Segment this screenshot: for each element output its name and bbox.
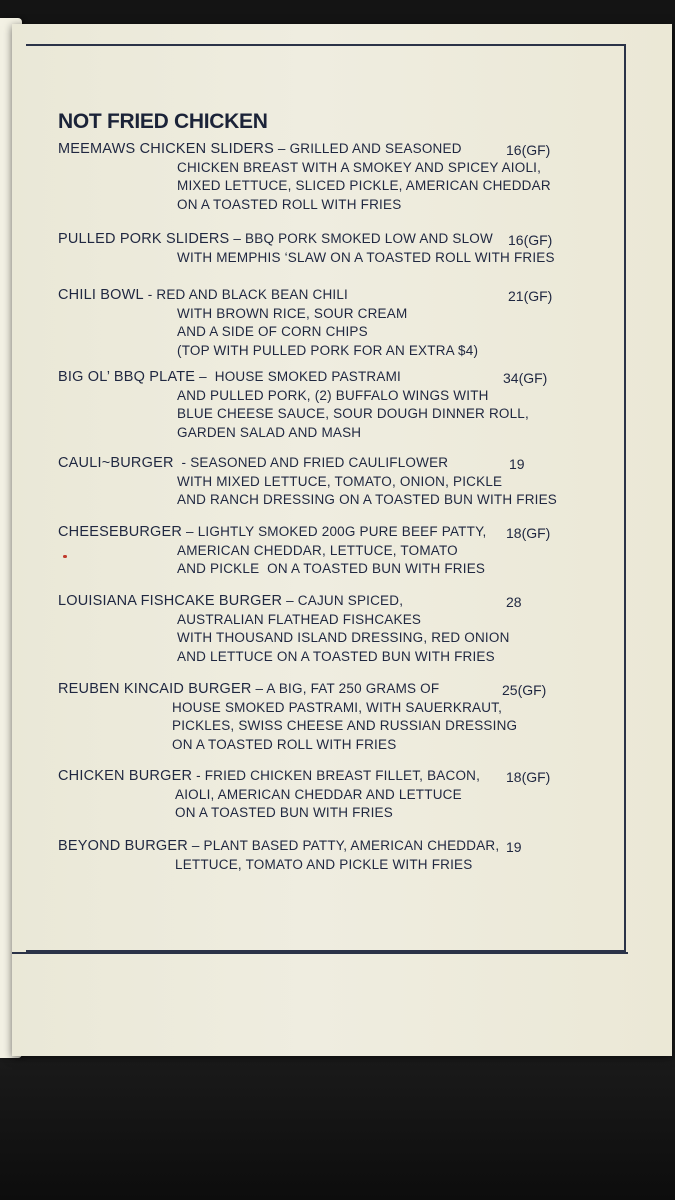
menu-item-name: PULLED PORK SLIDERS xyxy=(58,231,230,247)
menu-item-description-line: HOUSE SMOKED PASTRAMI, WITH SAUERKRAUT, xyxy=(172,699,503,715)
menu-item-description: PLANT BASED PATTY, AMERICAN CHEDDAR, xyxy=(203,838,500,853)
menu-item-separator: - xyxy=(143,287,157,302)
menu-item-separator: – xyxy=(187,838,204,853)
menu-item-description-line: AND RANCH DRESSING ON A TOASTED BUN WITH FRIES xyxy=(177,492,558,507)
menu-item-price: 19 xyxy=(509,456,525,472)
menu-border-bottom xyxy=(12,952,628,954)
menu-item-price: 19 xyxy=(506,839,522,855)
menu-item-description: LIGHTLY SMOKED 200G PURE BEEF PATTY, xyxy=(197,524,487,539)
menu-item-first-line xyxy=(58,837,499,855)
menu-item-description-line: ON A TOASTED ROLL WITH FRIES xyxy=(172,736,397,752)
menu-item-name: BIG OL’ BBQ PLATE xyxy=(58,369,196,385)
menu-item-description: FRIED CHICKEN BREAST FILLET, BACON, xyxy=(204,768,481,783)
menu-item-price: 18(GF) xyxy=(506,525,551,541)
menu-item-name: CHICKEN BURGER xyxy=(58,768,193,784)
menu-item-description-line: CHICKEN BREAST WITH A SMOKEY AND SPICEY AIOLI, xyxy=(177,159,542,175)
menu-item-description-line: AND PICKLE ON A TOASTED BUN WITH FRIES xyxy=(177,561,486,576)
menu-item-first-line xyxy=(58,592,403,610)
menu-item-separator: – xyxy=(251,681,267,696)
menu-item-first-line xyxy=(58,680,439,698)
menu-item-separator: – xyxy=(273,141,290,156)
menu-item-description-line: ON A TOASTED BUN WITH FRIES xyxy=(175,805,393,820)
menu-item-first-line xyxy=(58,368,401,386)
menu-item-price: 16(GF) xyxy=(508,232,553,248)
menu-item-price: 16(GF) xyxy=(506,142,551,158)
menu-item-separator: - xyxy=(173,455,191,470)
menu-item-description-line: AND PULLED PORK, (2) BUFFALO WINGS WITH xyxy=(177,387,489,403)
menu-item-name: CHILI BOWL xyxy=(58,287,144,303)
table-surface xyxy=(0,1040,675,1200)
menu-item-price: 21(GF) xyxy=(508,288,553,304)
menu-item-description-line: WITH MEMPHIS ‘SLAW ON A TOASTED ROLL WITH FRIES xyxy=(177,249,555,265)
menu-item-name: REUBEN KINCAID BURGER xyxy=(58,681,252,697)
menu-item-price: 25(GF) xyxy=(502,682,547,698)
menu-item-first-line xyxy=(58,230,493,248)
menu-item-description: GRILLED AND SEASONED xyxy=(289,141,462,156)
menu-item-description-line: AND LETTUCE ON A TOASTED BUN WITH FRIES xyxy=(177,648,495,664)
menu-item-price: 34(GF) xyxy=(503,370,548,386)
menu-page xyxy=(12,24,672,1056)
menu-item-name: CAULI~BURGER xyxy=(58,455,174,471)
menu-item-description-line: WITH THOUSAND ISLAND DRESSING, RED ONION xyxy=(177,630,510,645)
menu-item-description-line: LETTUCE, TOMATO AND PICKLE WITH FRIES xyxy=(175,856,473,872)
menu-item-first-line xyxy=(58,140,462,158)
menu-item-description-line: AUSTRALIAN FLATHEAD FISHCAKES xyxy=(177,611,422,627)
menu-item-description-line: AMERICAN CHEDDAR, LETTUCE, TOMATO xyxy=(177,542,458,558)
menu-item-separator: – xyxy=(195,369,211,384)
menu-item-separator: - xyxy=(192,768,205,783)
menu-item-price: 18(GF) xyxy=(506,769,551,785)
menu-item-description: BBQ PORK SMOKED LOW AND SLOW xyxy=(245,231,493,246)
menu-item-first-line xyxy=(58,767,480,785)
menu-item-separator: – xyxy=(229,231,246,246)
menu-item-description-line: WITH MIXED LETTUCE, TOMATO, ONION, PICKLE xyxy=(177,473,503,489)
menu-item-description: SEASONED AND FRIED CAULIFLOWER xyxy=(190,455,449,470)
menu-item-description-line: GARDEN SALAD AND MASH xyxy=(177,424,362,440)
menu-item-description-line: ON A TOASTED ROLL WITH FRIES xyxy=(177,196,402,212)
menu-item-price: 28 xyxy=(506,594,522,610)
menu-item-description-line: (TOP WITH PULLED PORK FOR AN EXTRA $4) xyxy=(177,342,479,358)
menu-item-separator: – xyxy=(282,593,298,608)
menu-item-description-line: MIXED LETTUCE, SLICED PICKLE, AMERICAN CHEDDAR xyxy=(177,178,551,193)
menu-item-name: BEYOND BURGER xyxy=(58,838,188,854)
menu-item-name: LOUISIANA FISHCAKE BURGER xyxy=(58,593,283,609)
menu-item-first-line xyxy=(58,454,448,472)
menu-item-description: HOUSE SMOKED PASTRAMI xyxy=(210,369,401,384)
menu-item-description-line: AIOLI, AMERICAN CHEDDAR AND LETTUCE xyxy=(175,786,462,802)
menu-item-description: RED AND BLACK BEAN CHILI xyxy=(156,287,349,302)
menu-item-name: MEEMAWS CHICKEN SLIDERS xyxy=(58,141,274,157)
menu-item-description: CAJUN SPICED, xyxy=(297,593,404,608)
red-mark xyxy=(63,555,67,558)
menu-item-description-line: WITH BROWN RICE, SOUR CREAM xyxy=(177,305,408,321)
section-heading: NOT FRIED CHICKEN xyxy=(58,110,268,133)
menu-item-name: CHEESEBURGER xyxy=(58,524,183,540)
menu-item-first-line xyxy=(58,286,348,304)
menu-item-description: A BIG, FAT 250 GRAMS OF xyxy=(266,681,440,696)
menu-item-description-line: PICKLES, SWISS CHEESE AND RUSSIAN DRESSING xyxy=(172,718,518,733)
menu-item-description-line: AND A SIDE OF CORN CHIPS xyxy=(177,324,368,339)
menu-item-separator: – xyxy=(182,524,198,539)
menu-item-first-line xyxy=(58,523,487,541)
menu-item-description-line: BLUE CHEESE SAUCE, SOUR DOUGH DINNER ROLL, xyxy=(177,406,529,421)
